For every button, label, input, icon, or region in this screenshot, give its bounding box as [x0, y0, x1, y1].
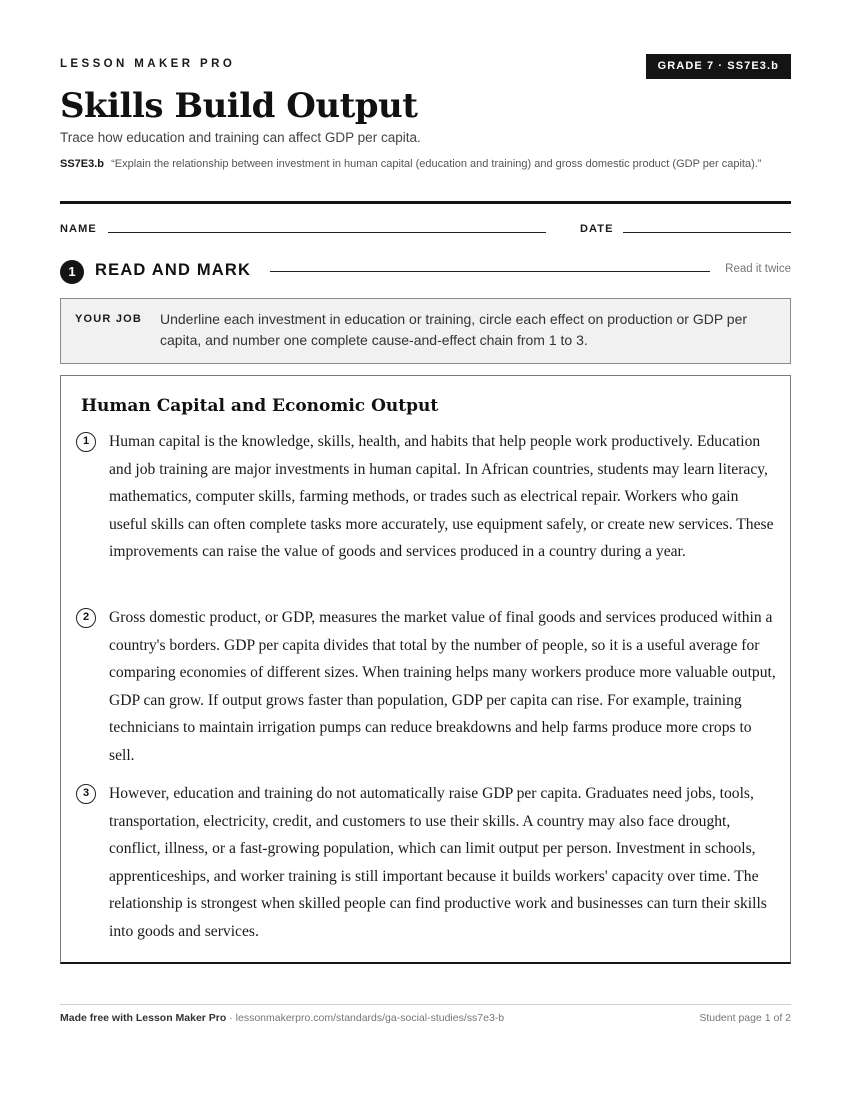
section-title: READ AND MARK: [95, 261, 252, 279]
standard-statement: [60, 156, 791, 173]
job-label: YOUR JOB: [75, 313, 143, 325]
footer-divider: [60, 1004, 791, 1005]
section-divider: [270, 271, 710, 272]
name-field[interactable]: [108, 232, 546, 233]
page-title: Skills Build Output: [60, 86, 418, 126]
date-field[interactable]: [623, 232, 791, 233]
footer-credit: [60, 1012, 504, 1024]
header-divider: [60, 201, 791, 204]
footer-separator: ·: [226, 1012, 236, 1024]
paragraph-text[interactable]: However, education and training do not automatically raise GDP per capita. Graduates need jobs, tools, transportation, electricity, credit, and customers to use their skills. A country may also face drought, conflict, illness, or a fast-growing population, which can limit output per person. Investment in schools, apprenticeships, and worker training is still important because it builds workers' capacity over time. The relationship is strongest when skilled people can find productive work and businesses can turn their skills into goods and services.: [109, 785, 767, 940]
standard-code: SS7E3.b: [60, 158, 105, 170]
worksheet-page: [60, 0, 791, 1100]
reading-passage: [60, 375, 791, 964]
page-subtitle: Trace how education and training can affect GDP per capita.: [60, 130, 421, 145]
section-number-badge: 1: [60, 260, 84, 284]
brand-name: LESSON MAKER PRO: [60, 58, 236, 70]
name-label: NAME: [60, 223, 97, 235]
reading-title: Human Capital and Economic Output: [81, 396, 439, 416]
paragraph-number: 1: [76, 432, 96, 452]
section-note: Read it twice: [725, 263, 791, 275]
date-label: DATE: [580, 223, 614, 235]
footer-url-link[interactable]: lessonmakerpro.com/standards/ga-social-studies/ss7e3-b: [235, 1012, 505, 1024]
footer-made-with: Made free with Lesson Maker Pro: [60, 1012, 227, 1024]
job-text: Underline each investment in education or training, circle each effect on production or GDP per capita, and number one complete cause-and-effect chain from 1 to 3.: [160, 311, 748, 348]
footer-page-label: Student page 1 of 2: [699, 1012, 791, 1024]
paragraph-number: 2: [76, 608, 96, 628]
standard-text: “Explain the relationship between investment in human capital (education and training) and gross domestic product (GDP per capita).”: [111, 158, 762, 170]
paragraph-text[interactable]: Human capital is the knowledge, skills, health, and habits that help people work productively. Education and job training are major investments in human capital. In African countries, students may learn literacy, mathematics, computer skills, farming methods, or trades such as electrical repair. Workers who gain useful skills can often complete tasks more accurately, use equipment safely, or create new services. These improvements can raise the value of goods and services produced in a country during a year.: [109, 433, 774, 561]
job-instructions-box: [60, 298, 791, 364]
paragraph-number: 3: [76, 784, 96, 804]
paragraph-text[interactable]: Gross domestic product, or GDP, measures the market value of final goods and services produced within a country's borders. GDP per capita divides that total by the number of people, so it is a useful average for comparing economies of different sizes. When training helps many workers produce more valuable output, GDP can grow. If output grows faster than population, GDP per capita can rise. For example, training technicians to maintain irrigation pumps can reduce breakdowns and help farms produce more crops to sell.: [109, 609, 776, 764]
grade-badge: GRADE 7 · SS7E3.b: [646, 54, 791, 79]
